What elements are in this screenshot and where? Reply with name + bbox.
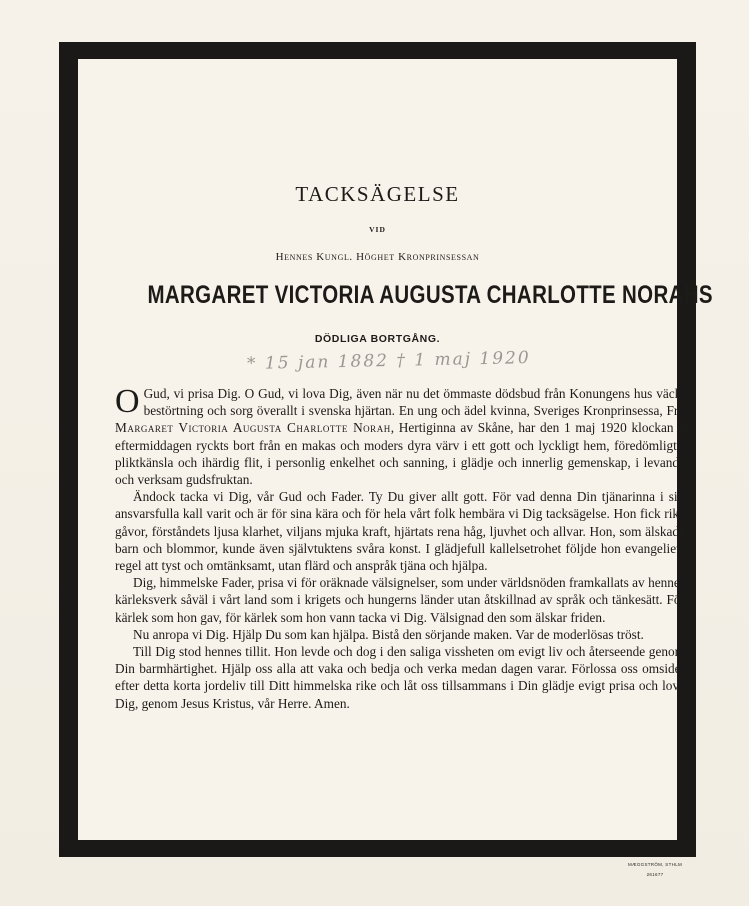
paragraph-5: Till Dig stod hennes tillit. Hon levde och dog i den saliga vissheten om evigt liv och återseende genom Din barmhärtighet. Hjälp oss alla att vaka och bedja och verka medan dagen varar. Förlossa oss omsider efter detta korta jordeliv till Ditt himmelska rike och låt oss tillsammans i Din glädje evigt prisa och lova Dig, genom Jesus Kristus, vår Herre. Amen. [115, 644, 685, 711]
printer-imprint [628, 860, 682, 880]
deceased-name: MARGARET VICTORIA AUGUSTA CHARLOTTE NORAHS [147, 281, 713, 309]
paragraph-1-part-a: Gud, vi prisa Dig. O Gud, vi lova Dig, även när nu det ömmaste dödsbud från Konungens hus väckt bestörtning och sorg överallt i svenska hjärtan. En ung och ädel kvinna, Sveriges Kronprinsessa, Fru [143, 386, 685, 419]
paragraph-1 [115, 385, 685, 488]
handwritten-dates: * 15 jan 1882 † 1 maj 1920 [246, 348, 531, 374]
page-title: TACKSÄGELSE [295, 182, 460, 206]
paragraph-2: Ändock tacka vi Dig, vår Gud och Fader. Ty Du giver allt gott. För vad denna Din tjänarinna i sitt ansvarsfulla kall varit och är för sina kära och för hela vårt folk hembära vi Dig tacksägelse. Hon fick rika gåvor, förståndets ljusa klarhet, viljans mjuka kraft, hjärtats rena håg, ljuvhet och allvar. Hon, som älskade barn och blommor, kunde även självtuktens svåra konst. I glädjefull kallelsetrohet följde hon evangeliets regel att tyst och omtänksamt, utan flärd och anspråk tjäna och hjälpa. [115, 489, 685, 574]
death-notice-line: DÖDLIGA BORTGÅNG. [314, 333, 441, 345]
royal-title: Hennes Kungl. Höghet Kronprinsessan [275, 251, 480, 263]
paragraph-4: Nu anropa vi Dig. Hjälp Du som kan hjälpa. Bistå den sörjande maken. Var de moderlösas tröst. [133, 626, 644, 642]
subtitle-vid: VID [369, 225, 386, 234]
body-text [115, 385, 685, 712]
paragraph-1-part-b: , Hertiginna av Skåne, har den 1 maj 1920 klockan 2 eftermiddagen ryckts bort från en makas och moders dyra värv i ett gott och lyckligt hem, föredömligt i pliktkänsla och ihärdig flit, i personlig enkelhet och sanning, i glädje och innerlig gemenskap, i levande och verksam gudsfruktan. [115, 420, 685, 488]
printer-name: MÆGGSTRÖM, STHLM [628, 862, 683, 867]
mourning-border [59, 42, 713, 857]
drop-cap: O [115, 383, 140, 420]
paragraph-3: Dig, himmelske Fader, prisa vi för oräknade välsignelser, som under världsnöden framkallats av hennes kärleksverk såväl i vårt land som i krigets och hungerns länder utan åtskillnad av språk och tänkesätt. För kärlek som hon gav, för kärlek som hon vann tacka vi Dig. Välsignad den som älskar friden. [115, 575, 685, 625]
princess-name: Margaret Victoria Augusta Charlotte Norah [115, 420, 391, 436]
printer-number: 261677 [646, 872, 664, 877]
content-area [97, 59, 713, 840]
